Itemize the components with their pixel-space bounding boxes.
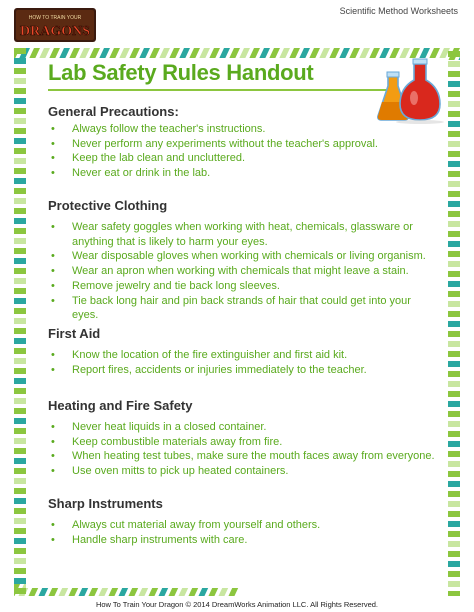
list-item: • Never perform any experiments without the teacher's approval. bbox=[51, 137, 378, 150]
title-underline bbox=[48, 89, 388, 91]
list-heating bbox=[48, 420, 440, 479]
list-item: • Never heat liquids in a closed container. bbox=[51, 421, 267, 433]
copyright-footer: How To Train Your Dragon © 2014 DreamWorks Animation LLC. All Rights Reserved. bbox=[95, 600, 379, 609]
logo-text: DRAGONS bbox=[19, 24, 91, 39]
list-item: • Remove jewelry and tie back long sleeves. bbox=[51, 279, 280, 292]
top-label: Scientific Method Worksheets bbox=[339, 6, 458, 16]
section-title-sharp: Sharp Instruments bbox=[48, 496, 163, 511]
list-protective bbox=[48, 220, 440, 323]
list-item: • Always cut material away from yourself and others. bbox=[51, 519, 321, 531]
list-sharp bbox=[48, 518, 440, 547]
list-item: • Use oven mitts to pick up heated containers. bbox=[51, 465, 289, 478]
list-item: • Always follow the teacher's instructions. bbox=[51, 123, 266, 135]
logo-subtext: HOW TO TRAIN YOUR bbox=[28, 15, 82, 21]
section-title-first-aid: First Aid bbox=[48, 326, 101, 341]
list-general bbox=[48, 122, 440, 181]
section-title-general: General Precautions: bbox=[48, 104, 179, 119]
section-title-heating: Heating and Fire Safety bbox=[48, 398, 193, 413]
dragons-logo bbox=[10, 4, 100, 46]
list-item: • Keep the lab clean and uncluttered. bbox=[51, 152, 246, 165]
section-title-protective: Protective Clothing bbox=[48, 198, 168, 213]
page-title: Lab Safety Rules Handout bbox=[48, 60, 314, 85]
list-item: • Report fires, accidents or injuries immediately to the teacher. bbox=[51, 363, 367, 376]
handout-content bbox=[26, 58, 448, 588]
beakers-illustration bbox=[368, 46, 448, 126]
list-item: • Never eat or drink in the lab. bbox=[51, 167, 211, 180]
list-item: • Handle sharp instruments with care. bbox=[51, 533, 248, 546]
list-first-aid bbox=[48, 348, 440, 377]
list-item: • Know the location of the fire extinguisher and first aid kit. bbox=[51, 349, 348, 361]
list-item: • Wear disposable gloves when working with chemicals or living organism. bbox=[51, 250, 426, 263]
list-item: • Wear safety goggles when working with heat, chemicals, glassware or anything that is likely to harm your eyes. bbox=[51, 221, 413, 248]
list-item: • Keep combustible materials away from fire. bbox=[51, 435, 283, 448]
list-item: • Tie back long hair and pin back strands of hair that could get into your eyes. bbox=[51, 294, 411, 322]
list-item: • Wear an apron when working with chemicals that might leave a stain. bbox=[51, 265, 409, 278]
list-item: • When heating test tubes, make sure the mouth faces away from everyone. bbox=[51, 450, 435, 463]
